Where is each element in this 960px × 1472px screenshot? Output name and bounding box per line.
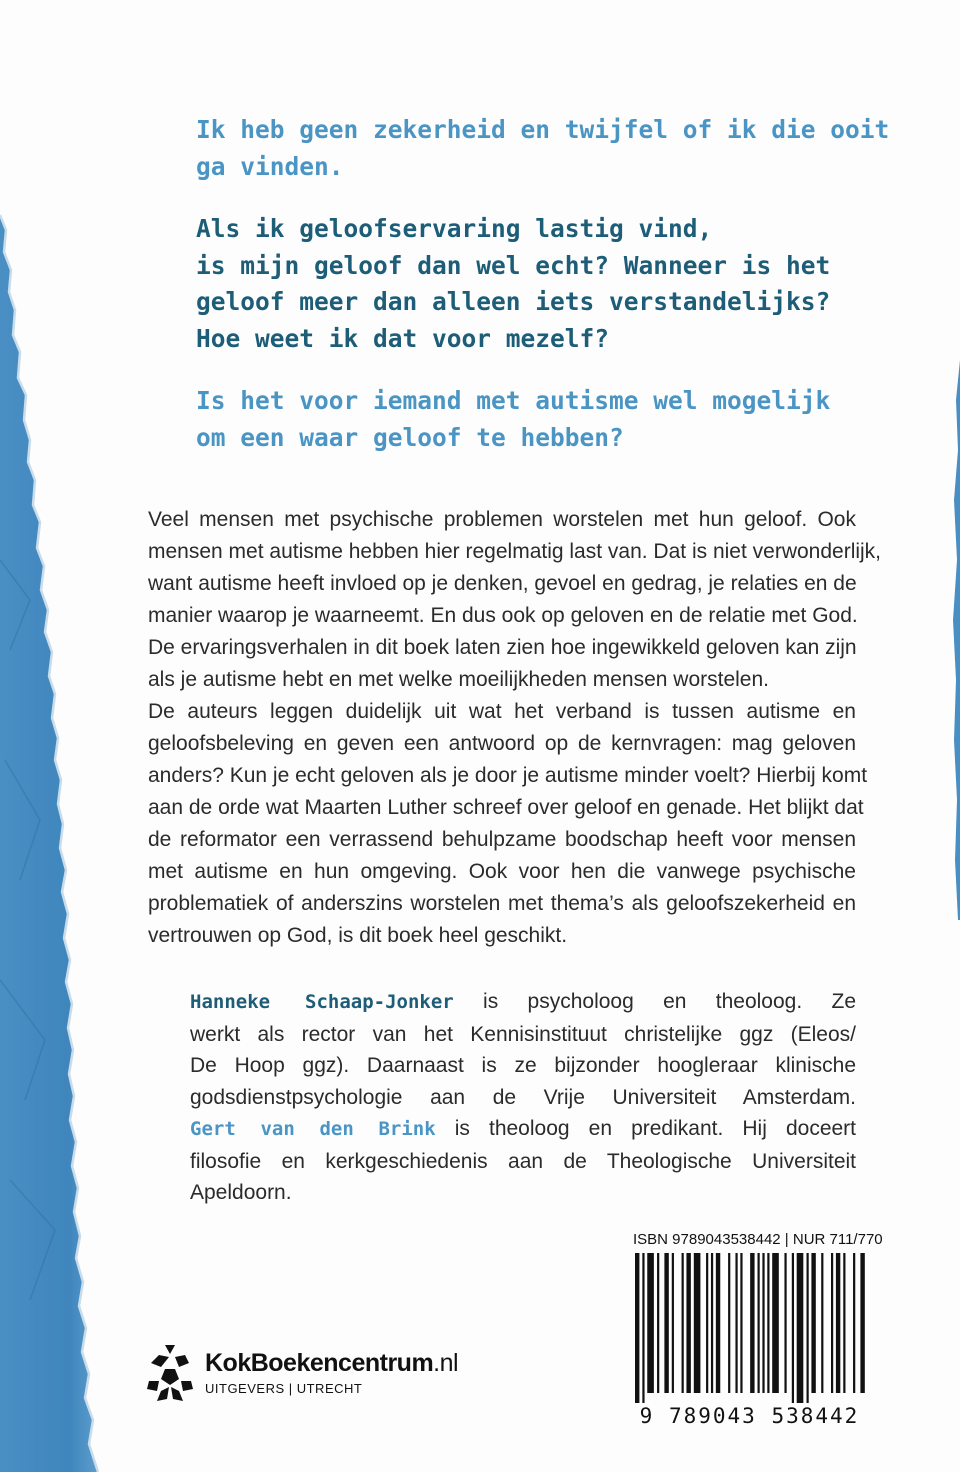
barcode-bar — [821, 1253, 823, 1393]
barcode-bar — [711, 1253, 713, 1393]
quote-block — [196, 112, 916, 456]
bio-text: is theoloog en predikant. Hij doceert — [435, 1117, 857, 1140]
barcode-bar — [762, 1253, 764, 1393]
barcode-bar — [664, 1253, 668, 1393]
barcode-bar — [728, 1253, 730, 1393]
blurb-line: mensen met autisme hebben hier regelmatig last van. Dat is niet verwonderlijk, — [148, 540, 882, 563]
quote-faith-experience — [196, 211, 916, 357]
barcode-bar — [843, 1253, 845, 1393]
bio-line: werkt als rector van het Kennisinstituut christelijke ggz (Eleos/ — [190, 1022, 856, 1046]
bio-line: De Hoop ggz). Daarnaast is ze bijzonder hoogleraar klinische — [190, 1054, 856, 1077]
publisher-name-text: KokBoekencentrum — [205, 1349, 434, 1377]
blurb-line: vertrouwen op God, is dit boek heel geschikt. — [148, 924, 568, 947]
blurb-line: manier waarop je waarneemt. En dus ook op geloven en de relatie met God. — [148, 604, 858, 627]
barcode-bar — [686, 1253, 690, 1393]
isbn-nur-label: ISBN 9789043538442 | NUR 711/770 — [633, 1231, 883, 1248]
barcode-bar — [716, 1253, 720, 1393]
quote-line: is mijn geloof dan wel echt? Wanneer is het — [196, 250, 831, 280]
quote-uncertainty — [196, 112, 916, 185]
barcode-bar — [635, 1253, 639, 1403]
publisher-mark-icon — [145, 1345, 195, 1403]
author-name-van-den-brink: Gert van den Brink — [190, 1118, 436, 1140]
bio-line: Apeldoorn. — [190, 1181, 292, 1204]
publisher-tld: .nl — [433, 1349, 459, 1377]
blurb-line: De ervaringsverhalen in dit boek laten zien hoe ingewikkeld geloven kan zijn — [148, 636, 857, 659]
barcode-bar — [657, 1253, 659, 1393]
publisher-subtitle: UITGEVERS | UTRECHT — [205, 1381, 363, 1396]
blurb-line: als je autisme hebt en met welke moeilijkheden mensen worstelen. — [148, 668, 769, 691]
barcode-bar — [772, 1253, 779, 1393]
quote-line: Als ik geloofservaring lastig vind, — [196, 214, 713, 243]
blurb-line: want autisme heeft invloed op je denken, gevoel en gedrag, je relaties en de — [148, 572, 857, 595]
barcode-bar — [831, 1253, 833, 1393]
blurb-line: Veel mensen met psychische problemen worstelen met hun geloof. Ook — [148, 508, 856, 531]
barcode-bar — [860, 1253, 864, 1393]
quote-autism-faith — [196, 383, 916, 456]
blurb-line: anders? Kun je echt geloven als je door je autisme minder voelt? Hierbij komt — [148, 764, 868, 787]
publisher-name — [205, 1349, 458, 1378]
bio-line: filosofie en kerkgeschiedenis aan de Theologische Universiteit — [190, 1149, 856, 1173]
bio-line — [190, 986, 856, 1019]
barcode-bar — [694, 1253, 701, 1393]
barcode-bar — [853, 1253, 855, 1393]
barcode-bar — [758, 1253, 760, 1393]
bio-text: is psycholoog en theoloog. Ze — [453, 990, 857, 1013]
blurb-line: problematiek of anderszins worstelen met thema’s als geloofszekerheid en — [148, 892, 856, 915]
publisher-logo — [145, 1345, 475, 1405]
quote-line: Ik heb geen zekerheid en twijfel of ik die ooit — [196, 115, 890, 144]
blurb-line: met autisme en hun omgeving. Ook voor hen die vanwege psychische — [148, 860, 856, 883]
blurb-line: de reformator een verrassend behulpzame boodschap heeft voor mensen — [148, 828, 856, 851]
torn-blue-paper-edge — [0, 0, 110, 1472]
barcode-bar — [784, 1253, 786, 1393]
barcode-bar — [767, 1253, 769, 1393]
bio-line — [190, 1113, 856, 1146]
barcode-bar — [740, 1253, 742, 1393]
quote-line: om een waar geloof te hebben? — [196, 422, 624, 452]
blurb-paragraph — [148, 504, 882, 952]
quote-line: geloof meer dan alleen iets verstandelijks? — [196, 287, 831, 316]
quote-line: ga vinden. — [196, 151, 344, 181]
barcode-bar — [797, 1253, 804, 1403]
bio-line: godsdienstpsychologie aan de Vrije Universiteit Amsterdam. — [190, 1085, 856, 1109]
author-name-schaap-jonker: Hanneke Schaap-Jonker — [190, 991, 454, 1013]
barcode-number: 9 789043 538442 — [639, 1404, 860, 1428]
barcode-bar — [811, 1253, 815, 1393]
barcode-bar — [682, 1253, 684, 1393]
torn-blue-paper-strip — [952, 360, 960, 920]
quote-line: Is het voor iemand met autisme wel mogelijk — [196, 386, 831, 415]
blurb-line: geloofsbeleving en geven een antwoord op de kernvragen: mag geloven — [148, 732, 856, 755]
barcode-bar — [807, 1253, 809, 1403]
barcode-bar — [836, 1253, 840, 1393]
barcode-image — [633, 1253, 866, 1403]
barcode-bar — [750, 1253, 754, 1393]
blurb-line: De auteurs leggen duidelijk uit wat het verband is tussen autisme en — [148, 700, 856, 723]
barcode-bar — [672, 1253, 674, 1393]
barcode-bar — [706, 1253, 708, 1393]
quote-line: Hoe weet ik dat voor mezelf? — [196, 323, 610, 353]
barcode-bar — [792, 1253, 794, 1403]
barcode-bar — [735, 1253, 737, 1393]
barcode-bar — [647, 1253, 654, 1393]
barcode-bar — [642, 1253, 644, 1403]
author-bios — [190, 986, 856, 1209]
blurb-line: aan de orde wat Maarten Luther schreef over geloof en genade. Het blijkt dat — [148, 796, 864, 819]
